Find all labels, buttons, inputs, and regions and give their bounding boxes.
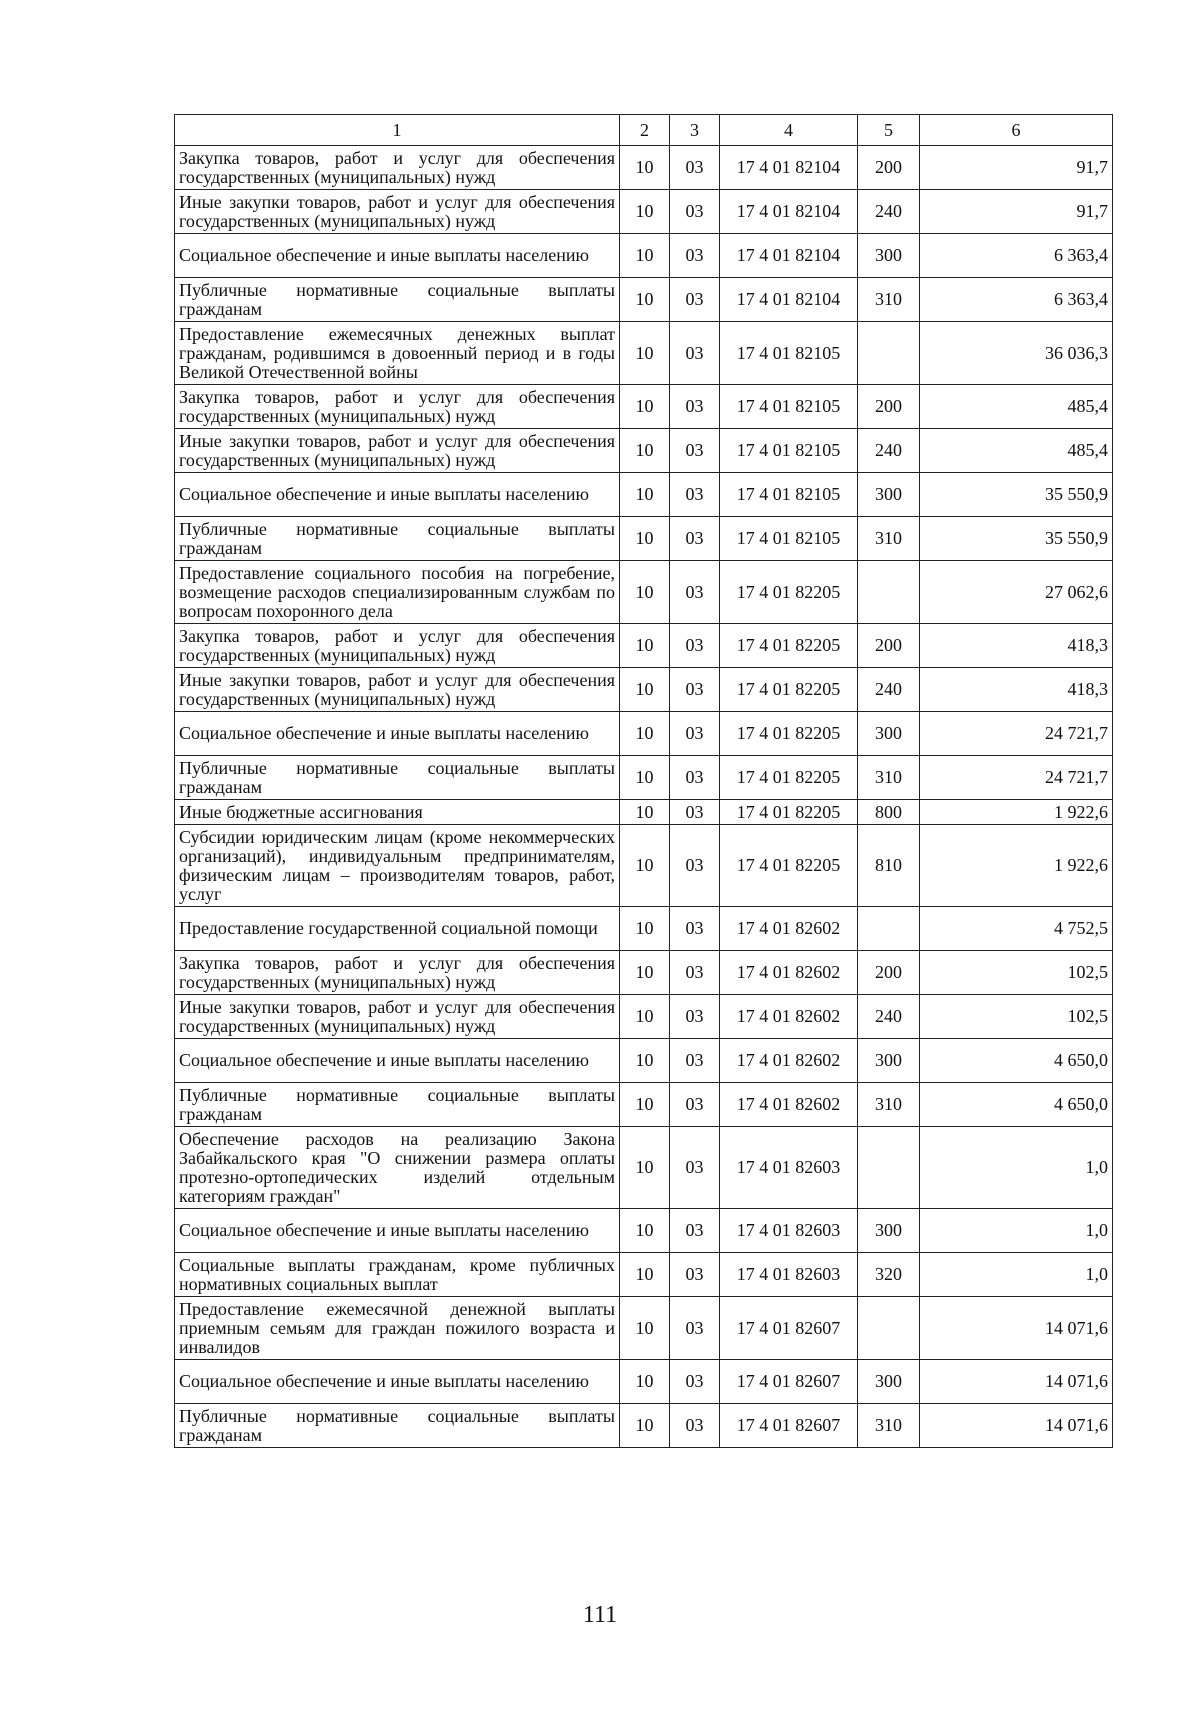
row-subsection-cell: 03 xyxy=(670,668,720,712)
table-row xyxy=(175,146,1113,190)
row-amount-cell: 35 550,9 xyxy=(920,473,1113,517)
row-amount-cell: 418,3 xyxy=(920,624,1113,668)
row-target-article-cell: 17 4 01 82105 xyxy=(720,385,858,429)
table-row xyxy=(175,756,1113,800)
row-target-article-cell: 17 4 01 82602 xyxy=(720,1039,858,1083)
row-expense-type-cell: 810 xyxy=(858,825,920,907)
header-col-6: 6 xyxy=(920,115,1113,146)
header-col-3: 3 xyxy=(670,115,720,146)
row-target-article-cell: 17 4 01 82205 xyxy=(720,756,858,800)
header-col-4: 4 xyxy=(720,115,858,146)
table-row xyxy=(175,278,1113,322)
row-amount-cell: 1 922,6 xyxy=(920,800,1113,825)
row-section-cell: 10 xyxy=(620,1297,670,1360)
row-section-cell: 10 xyxy=(620,1039,670,1083)
row-expense-type-cell: 310 xyxy=(858,756,920,800)
row-target-article-cell: 17 4 01 82205 xyxy=(720,825,858,907)
table-row xyxy=(175,1039,1113,1083)
row-name-cell: Закупка товаров, работ и услуг для обеспечения государственных (муниципальных) нужд xyxy=(175,951,620,995)
row-amount-cell: 24 721,7 xyxy=(920,756,1113,800)
row-expense-type-cell xyxy=(858,1297,920,1360)
table-row xyxy=(175,1404,1113,1448)
row-section-cell: 10 xyxy=(620,385,670,429)
row-expense-type-cell: 240 xyxy=(858,995,920,1039)
row-target-article-cell: 17 4 01 82603 xyxy=(720,1253,858,1297)
row-target-article-cell: 17 4 01 82104 xyxy=(720,190,858,234)
row-target-article-cell: 17 4 01 82105 xyxy=(720,473,858,517)
row-expense-type-cell: 310 xyxy=(858,1083,920,1127)
row-subsection-cell: 03 xyxy=(670,473,720,517)
row-amount-cell: 1 922,6 xyxy=(920,825,1113,907)
row-section-cell: 10 xyxy=(620,190,670,234)
row-subsection-cell: 03 xyxy=(670,561,720,624)
row-name-cell: Иные бюджетные ассигнования xyxy=(175,800,620,825)
row-target-article-cell: 17 4 01 82602 xyxy=(720,1083,858,1127)
row-expense-type-cell: 240 xyxy=(858,190,920,234)
row-name-cell: Предоставление ежемесячных денежных выплат гражданам, родившимся в довоенный период и в годы Великой Отечественной войны xyxy=(175,322,620,385)
row-name-cell: Предоставление государственной социальной помощи xyxy=(175,907,620,951)
row-name-cell: Иные закупки товаров, работ и услуг для обеспечения государственных (муниципальных) нужд xyxy=(175,668,620,712)
row-section-cell: 10 xyxy=(620,278,670,322)
row-target-article-cell: 17 4 01 82104 xyxy=(720,234,858,278)
row-name-cell: Закупка товаров, работ и услуг для обеспечения государственных (муниципальных) нужд xyxy=(175,624,620,668)
row-target-article-cell: 17 4 01 82607 xyxy=(720,1360,858,1404)
row-expense-type-cell: 200 xyxy=(858,146,920,190)
row-subsection-cell: 03 xyxy=(670,322,720,385)
row-section-cell: 10 xyxy=(620,561,670,624)
row-target-article-cell: 17 4 01 82105 xyxy=(720,322,858,385)
row-expense-type-cell xyxy=(858,907,920,951)
table-row xyxy=(175,190,1113,234)
row-amount-cell: 485,4 xyxy=(920,385,1113,429)
header-col-2: 2 xyxy=(620,115,670,146)
row-target-article-cell: 17 4 01 82104 xyxy=(720,278,858,322)
row-name-cell: Закупка товаров, работ и услуг для обеспечения государственных (муниципальных) нужд xyxy=(175,146,620,190)
row-amount-cell: 102,5 xyxy=(920,995,1113,1039)
row-amount-cell: 485,4 xyxy=(920,429,1113,473)
row-amount-cell: 418,3 xyxy=(920,668,1113,712)
row-target-article-cell: 17 4 01 82607 xyxy=(720,1404,858,1448)
row-subsection-cell: 03 xyxy=(670,1083,720,1127)
row-section-cell: 10 xyxy=(620,624,670,668)
row-target-article-cell: 17 4 01 82105 xyxy=(720,517,858,561)
row-section-cell: 10 xyxy=(620,234,670,278)
table-row xyxy=(175,429,1113,473)
row-subsection-cell: 03 xyxy=(670,995,720,1039)
row-subsection-cell: 03 xyxy=(670,1297,720,1360)
row-section-cell: 10 xyxy=(620,712,670,756)
row-expense-type-cell: 310 xyxy=(858,517,920,561)
table-row xyxy=(175,825,1113,907)
row-name-cell: Публичные нормативные социальные выплаты гражданам xyxy=(175,756,620,800)
row-name-cell: Публичные нормативные социальные выплаты гражданам xyxy=(175,517,620,561)
row-amount-cell: 1,0 xyxy=(920,1253,1113,1297)
row-subsection-cell: 03 xyxy=(670,517,720,561)
row-target-article-cell: 17 4 01 82205 xyxy=(720,624,858,668)
row-amount-cell: 14 071,6 xyxy=(920,1360,1113,1404)
row-section-cell: 10 xyxy=(620,668,670,712)
row-amount-cell: 91,7 xyxy=(920,190,1113,234)
row-name-cell: Социальное обеспечение и иные выплаты населению xyxy=(175,1209,620,1253)
row-subsection-cell: 03 xyxy=(670,800,720,825)
row-target-article-cell: 17 4 01 82205 xyxy=(720,668,858,712)
row-name-cell: Публичные нормативные социальные выплаты гражданам xyxy=(175,1083,620,1127)
row-section-cell: 10 xyxy=(620,756,670,800)
row-section-cell: 10 xyxy=(620,907,670,951)
row-section-cell: 10 xyxy=(620,825,670,907)
table-row xyxy=(175,561,1113,624)
row-amount-cell: 4 752,5 xyxy=(920,907,1113,951)
table-row xyxy=(175,517,1113,561)
row-amount-cell: 24 721,7 xyxy=(920,712,1113,756)
row-expense-type-cell: 200 xyxy=(858,951,920,995)
table-row xyxy=(175,473,1113,517)
row-subsection-cell: 03 xyxy=(670,278,720,322)
table-row xyxy=(175,624,1113,668)
row-amount-cell: 27 062,6 xyxy=(920,561,1113,624)
table-row xyxy=(175,995,1113,1039)
row-target-article-cell: 17 4 01 82602 xyxy=(720,907,858,951)
table-row xyxy=(175,800,1113,825)
row-name-cell: Социальное обеспечение и иные выплаты населению xyxy=(175,712,620,756)
table-row xyxy=(175,234,1113,278)
row-subsection-cell: 03 xyxy=(670,624,720,668)
table-row xyxy=(175,322,1113,385)
row-amount-cell: 4 650,0 xyxy=(920,1039,1113,1083)
row-expense-type-cell: 300 xyxy=(858,473,920,517)
table-header-row xyxy=(175,115,1113,146)
row-name-cell: Субсидии юридическим лицам (кроме некоммерческих организаций), индивидуальным предпринимателям, физическим лицам – производителям товаров, работ, услуг xyxy=(175,825,620,907)
row-target-article-cell: 17 4 01 82603 xyxy=(720,1127,858,1209)
row-expense-type-cell: 300 xyxy=(858,712,920,756)
row-subsection-cell: 03 xyxy=(670,1039,720,1083)
table-row xyxy=(175,1360,1113,1404)
table-row xyxy=(175,1253,1113,1297)
row-subsection-cell: 03 xyxy=(670,951,720,995)
row-subsection-cell: 03 xyxy=(670,234,720,278)
table-row xyxy=(175,385,1113,429)
row-expense-type-cell: 310 xyxy=(858,278,920,322)
row-subsection-cell: 03 xyxy=(670,1127,720,1209)
row-name-cell: Социальное обеспечение и иные выплаты населению xyxy=(175,1360,620,1404)
row-subsection-cell: 03 xyxy=(670,1209,720,1253)
row-subsection-cell: 03 xyxy=(670,825,720,907)
row-subsection-cell: 03 xyxy=(670,1253,720,1297)
row-name-cell: Социальное обеспечение и иные выплаты населению xyxy=(175,1039,620,1083)
row-target-article-cell: 17 4 01 82603 xyxy=(720,1209,858,1253)
table-row xyxy=(175,712,1113,756)
table-row xyxy=(175,668,1113,712)
row-amount-cell: 6 363,4 xyxy=(920,234,1113,278)
row-expense-type-cell: 240 xyxy=(858,429,920,473)
table-row xyxy=(175,907,1113,951)
row-target-article-cell: 17 4 01 82205 xyxy=(720,800,858,825)
row-subsection-cell: 03 xyxy=(670,190,720,234)
row-amount-cell: 1,0 xyxy=(920,1127,1113,1209)
row-name-cell: Социальное обеспечение и иные выплаты населению xyxy=(175,473,620,517)
row-name-cell: Закупка товаров, работ и услуг для обеспечения государственных (муниципальных) нужд xyxy=(175,385,620,429)
table-row xyxy=(175,1127,1113,1209)
row-target-article-cell: 17 4 01 82105 xyxy=(720,429,858,473)
row-expense-type-cell xyxy=(858,561,920,624)
row-subsection-cell: 03 xyxy=(670,146,720,190)
row-target-article-cell: 17 4 01 82607 xyxy=(720,1297,858,1360)
row-name-cell: Иные закупки товаров, работ и услуг для обеспечения государственных (муниципальных) нужд xyxy=(175,995,620,1039)
row-section-cell: 10 xyxy=(620,517,670,561)
row-target-article-cell: 17 4 01 82104 xyxy=(720,146,858,190)
row-expense-type-cell: 300 xyxy=(858,1360,920,1404)
row-amount-cell: 35 550,9 xyxy=(920,517,1113,561)
row-name-cell: Социальное обеспечение и иные выплаты населению xyxy=(175,234,620,278)
row-section-cell: 10 xyxy=(620,951,670,995)
row-section-cell: 10 xyxy=(620,1360,670,1404)
row-section-cell: 10 xyxy=(620,146,670,190)
row-expense-type-cell: 300 xyxy=(858,234,920,278)
row-expense-type-cell: 320 xyxy=(858,1253,920,1297)
row-subsection-cell: 03 xyxy=(670,756,720,800)
row-expense-type-cell: 300 xyxy=(858,1039,920,1083)
row-section-cell: 10 xyxy=(620,1209,670,1253)
row-name-cell: Публичные нормативные социальные выплаты гражданам xyxy=(175,278,620,322)
row-name-cell: Предоставление ежемесячной денежной выплаты приемным семьям для граждан пожилого возраста и инвалидов xyxy=(175,1297,620,1360)
row-target-article-cell: 17 4 01 82205 xyxy=(720,561,858,624)
row-amount-cell: 6 363,4 xyxy=(920,278,1113,322)
row-subsection-cell: 03 xyxy=(670,1360,720,1404)
row-amount-cell: 4 650,0 xyxy=(920,1083,1113,1127)
row-section-cell: 10 xyxy=(620,1083,670,1127)
row-name-cell: Публичные нормативные социальные выплаты гражданам xyxy=(175,1404,620,1448)
row-name-cell: Иные закупки товаров, работ и услуг для обеспечения государственных (муниципальных) нужд xyxy=(175,190,620,234)
row-section-cell: 10 xyxy=(620,1127,670,1209)
table-body xyxy=(175,146,1113,1448)
row-expense-type-cell: 310 xyxy=(858,1404,920,1448)
row-target-article-cell: 17 4 01 82602 xyxy=(720,995,858,1039)
table-row xyxy=(175,1083,1113,1127)
row-section-cell: 10 xyxy=(620,322,670,385)
row-subsection-cell: 03 xyxy=(670,907,720,951)
page-number: 111 xyxy=(582,1602,618,1628)
table-row xyxy=(175,1297,1113,1360)
header-col-1: 1 xyxy=(175,115,620,146)
row-subsection-cell: 03 xyxy=(670,712,720,756)
row-name-cell: Предоставление социального пособия на погребение, возмещение расходов специализированным службам по вопросам похоронного дела xyxy=(175,561,620,624)
row-amount-cell: 14 071,6 xyxy=(920,1404,1113,1448)
row-amount-cell: 102,5 xyxy=(920,951,1113,995)
table-row xyxy=(175,1209,1113,1253)
row-target-article-cell: 17 4 01 82602 xyxy=(720,951,858,995)
row-section-cell: 10 xyxy=(620,800,670,825)
row-name-cell: Социальные выплаты гражданам, кроме публичных нормативных социальных выплат xyxy=(175,1253,620,1297)
row-amount-cell: 14 071,6 xyxy=(920,1297,1113,1360)
row-name-cell: Иные закупки товаров, работ и услуг для обеспечения государственных (муниципальных) нужд xyxy=(175,429,620,473)
row-section-cell: 10 xyxy=(620,473,670,517)
row-expense-type-cell: 200 xyxy=(858,624,920,668)
row-subsection-cell: 03 xyxy=(670,1404,720,1448)
budget-table xyxy=(174,114,1113,1448)
row-target-article-cell: 17 4 01 82205 xyxy=(720,712,858,756)
row-expense-type-cell xyxy=(858,322,920,385)
row-amount-cell: 91,7 xyxy=(920,146,1113,190)
row-section-cell: 10 xyxy=(620,1404,670,1448)
row-expense-type-cell: 800 xyxy=(858,800,920,825)
row-amount-cell: 1,0 xyxy=(920,1209,1113,1253)
row-amount-cell: 36 036,3 xyxy=(920,322,1113,385)
row-section-cell: 10 xyxy=(620,995,670,1039)
row-subsection-cell: 03 xyxy=(670,385,720,429)
row-subsection-cell: 03 xyxy=(670,429,720,473)
row-expense-type-cell xyxy=(858,1127,920,1209)
header-col-5: 5 xyxy=(858,115,920,146)
row-expense-type-cell: 200 xyxy=(858,385,920,429)
row-section-cell: 10 xyxy=(620,1253,670,1297)
row-name-cell: Обеспечение расходов на реализацию Закона Забайкальского края "О снижении размера оплаты протезно-ортопедических изделий отдельным категориям граждан" xyxy=(175,1127,620,1209)
table-row xyxy=(175,951,1113,995)
row-expense-type-cell: 240 xyxy=(858,668,920,712)
row-section-cell: 10 xyxy=(620,429,670,473)
row-expense-type-cell: 300 xyxy=(858,1209,920,1253)
